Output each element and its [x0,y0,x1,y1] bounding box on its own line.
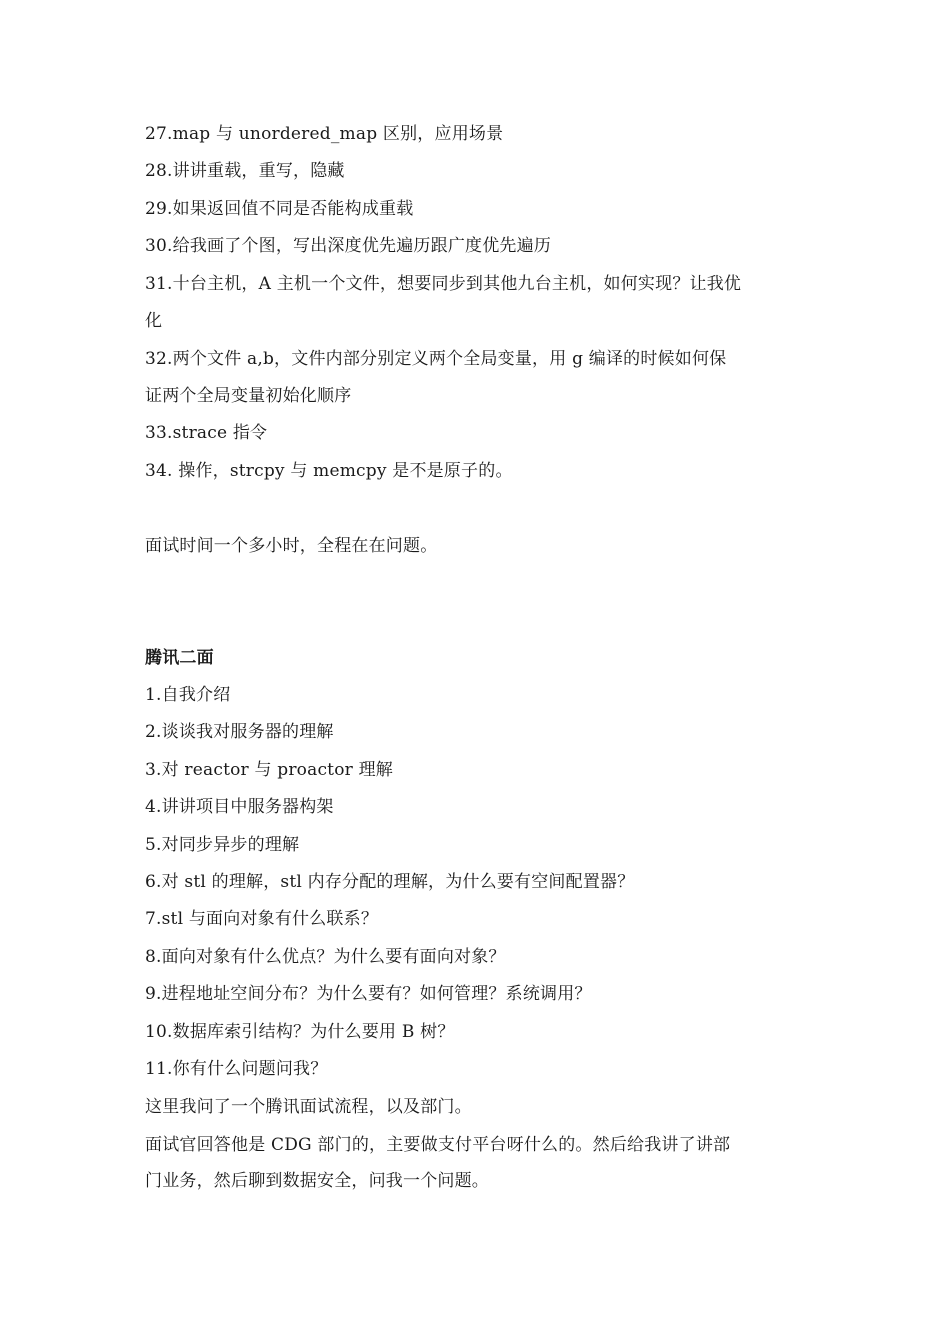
question-4: 4.讲讲项目中服务器构架 [145,797,334,817]
note-interviewer-answer-line-1: 面试官回答他是 CDG 部门的，主要做支付平台呀什么的。然后给我讲了讲部 [145,1135,731,1155]
question-10: 10.数据库索引结构？为什么要用 B 树？ [145,1022,455,1042]
question-34: 34. 操作，strcpy 与 memcpy 是不是原子的。 [145,461,513,481]
section-title-second-interview: 腾讯二面 [145,648,214,668]
question-2: 2.谈谈我对服务器的理解 [145,722,334,742]
question-6: 6.对 stl 的理解，stl 内存分配的理解，为什么要有空间配置器？ [145,872,635,892]
question-9: 9.进程地址空间分布？为什么要有？如何管理？系统调用？ [145,984,592,1004]
question-33: 33.strace 指令 [145,423,268,443]
note-interviewer-answer-line-2: 门业务，然后聊到数据安全，问我一个问题。 [145,1171,489,1191]
question-29: 29.如果返回值不同是否能构成重载 [145,199,414,219]
question-3: 3.对 reactor 与 proactor 理解 [145,760,393,780]
question-31-line-2: 化 [145,311,163,331]
question-11: 11.你有什么问题问我？ [145,1059,328,1079]
question-5: 5.对同步异步的理解 [145,835,300,855]
question-8: 8.面向对象有什么优点？为什么要有面向对象？ [145,947,506,967]
question-27: 27.map 与 unordered_map 区别，应用场景 [145,124,504,144]
question-31-line-1: 31.十台主机，A 主机一个文件，想要同步到其他九台主机，如何实现？让我优 [145,274,742,294]
question-32-line-2: 证两个全局变量初始化顺序 [145,386,352,406]
question-32-line-1: 32.两个文件 a,b，文件内部分别定义两个全局变量，用 g 编译的时候如何保 [145,349,727,369]
interview-duration-note: 面试时间一个多小时，全程在在问题。 [145,536,438,556]
question-30: 30.给我画了个图，写出深度优先遍历跟广度优先遍历 [145,236,552,256]
question-1: 1.自我介绍 [145,685,231,705]
question-7: 7.stl 与面向对象有什么联系？ [145,909,379,929]
note-interview-process: 这里我问了一个腾讯面试流程，以及部门。 [145,1097,472,1117]
question-28: 28.讲讲重载，重写，隐藏 [145,161,345,181]
